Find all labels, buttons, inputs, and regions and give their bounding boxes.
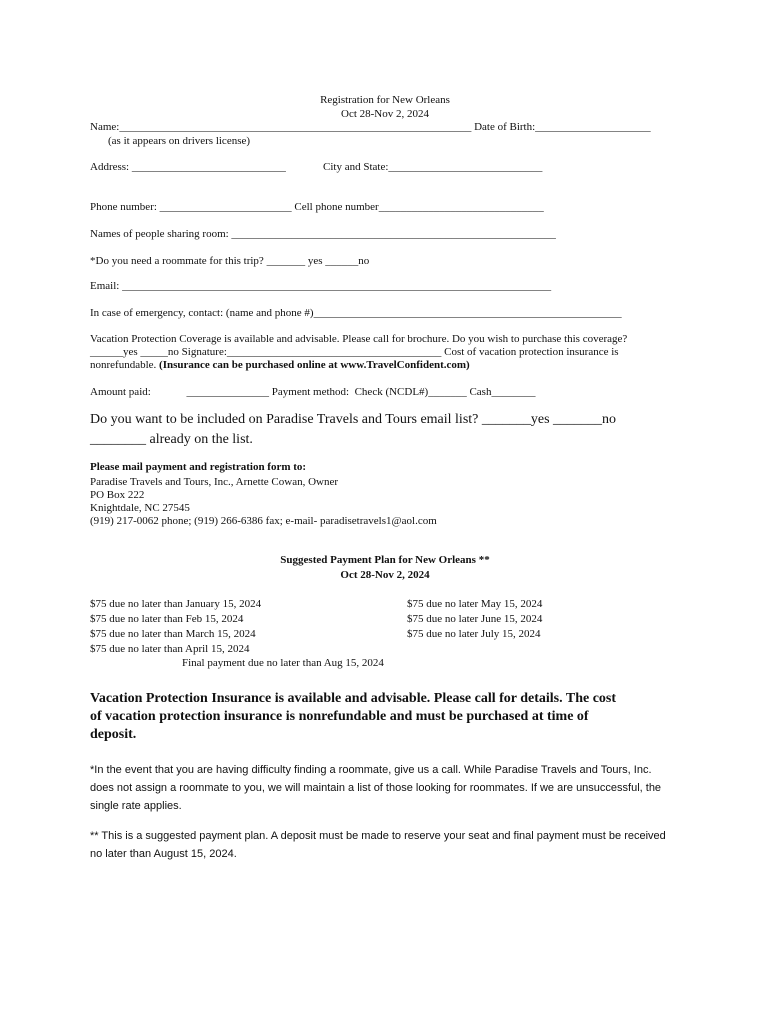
mailing-heading: Please mail payment and registration form to:: [90, 461, 307, 473]
payment-plan-title: Suggested Payment Plan for New Orleans **: [280, 554, 490, 566]
mailing-company: Paradise Travels and Tours, Inc., Arnette Cowan, Owner: [90, 476, 339, 488]
trip-dates: Oct 28-Nov 2, 2024: [341, 108, 429, 120]
insurance-line-1: Vacation Protection Insurance is available and advisable. Please call for details. The cost: [90, 691, 617, 706]
phone-field: Phone number: ________________________ Cell phone number______________________________: [90, 201, 544, 213]
plan-left-3: $75 due no later than March 15, 2024: [90, 628, 256, 640]
vpc-nonrefundable: nonrefundable.: [90, 359, 157, 371]
form-title: Registration for New Orleans: [320, 94, 450, 106]
plan-left-4: $75 due no later than April 15, 2024: [90, 643, 250, 655]
name-note: (as it appears on drivers license): [108, 135, 251, 147]
plan-left-1: $75 due no later than January 15, 2024: [90, 598, 262, 610]
insurance-line-2: of vacation protection insurance is nonrefundable and must be purchased at time of: [90, 709, 589, 724]
city-state-field: City and State:____________________________: [323, 161, 543, 173]
vpc-line-2: ______yes _____no Signature:_______________________________________ Cost of vacation protection insurance is: [90, 346, 619, 358]
plan-left-2: $75 due no later than Feb 15, 2024: [90, 613, 244, 625]
plan-right-1: $75 due no later May 15, 2024: [407, 598, 543, 610]
payment-plan-dates: Oct 28-Nov 2, 2024: [340, 569, 430, 581]
address-field: Address: ____________________________: [90, 161, 286, 173]
roommates-field: Names of people sharing room: ___________________________________________________________: [90, 228, 556, 240]
mailing-city: Knightdale, NC 27545: [90, 502, 190, 514]
emergency-contact-field: In case of emergency, contact: (name and phone #)________________________________________________________: [90, 307, 622, 319]
plan-final-payment: Final payment due no later than Aug 15, 2024: [182, 657, 384, 669]
vpc-line-3: [90, 359, 470, 372]
plan-right-3: $75 due no later July 15, 2024: [407, 628, 541, 640]
roommate-need-field: *Do you need a roommate for this trip? _______ yes ______no: [90, 255, 370, 267]
email-field: Email: ______________________________________________________________________________: [90, 280, 552, 292]
payment-plan-note: ** This is a suggested payment plan. A deposit must be made to reserve your seat and final payment must be received no later than August 15, 2024.: [90, 830, 666, 860]
name-dob-field: Name:________________________________________________________________ Date of Birth:_____________________: [90, 121, 651, 133]
roommate-note: *In the event that you are having difficulty finding a roommate, give us a call. While Paradise Travels and Tours, Inc. does not assign a roommate to you, we will maintain a list of those looking for roommates. If we are unsuccessful, the single rate applies.: [90, 764, 662, 812]
vpc-line-1: Vacation Protection Coverage is available and advisable. Please call for brochure. Do you wish to purchase this coverage?: [90, 333, 628, 345]
amount-payment-field: Amount paid: _______________ Payment method: Check (NCDL#)_______ Cash________: [90, 386, 536, 398]
insurance-line-3: deposit.: [90, 727, 137, 742]
email-list-already: ________ already on the list.: [90, 432, 253, 447]
mailing-contact: (919) 217-0062 phone; (919) 266-6386 fax; e-mail- paradisetravels1@aol.com: [90, 515, 437, 527]
vpc-online-note: (Insurance can be purchased online at www.TravelConfident.com): [159, 359, 470, 371]
mailing-po-box: PO Box 222: [90, 489, 145, 501]
email-list-question: Do you want to be included on Paradise Travels and Tours email list? _______yes _______no: [90, 412, 617, 427]
plan-right-2: $75 due no later June 15, 2024: [407, 613, 543, 625]
